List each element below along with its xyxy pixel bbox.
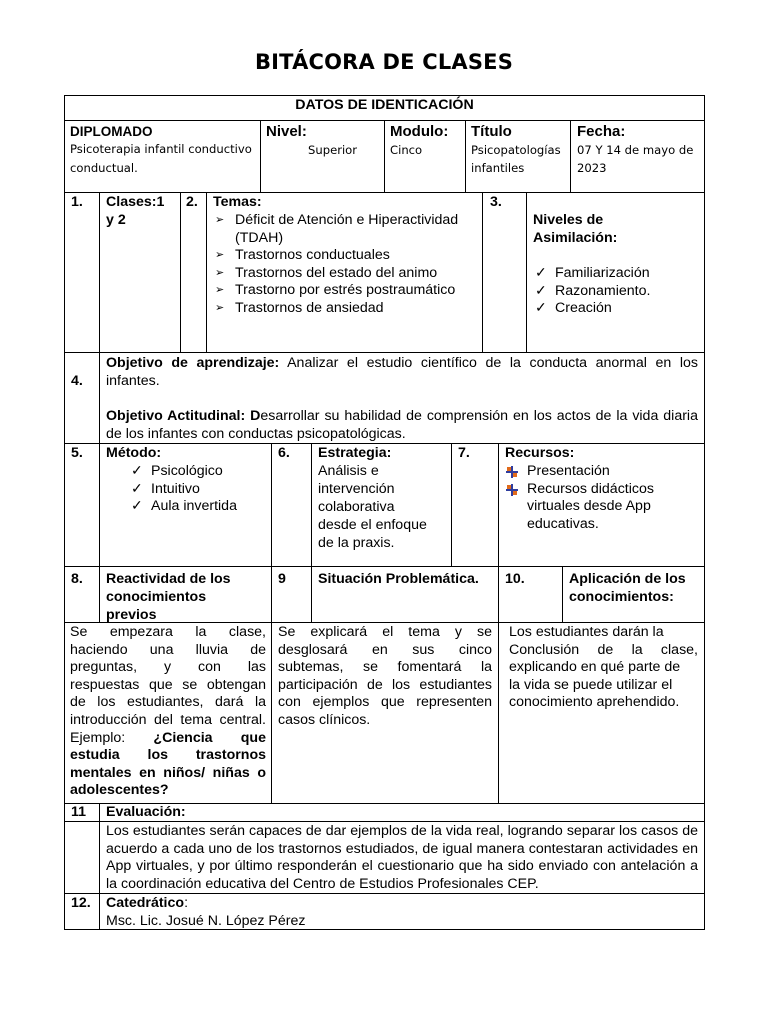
diplomado-label: DIPLOMADO [70, 124, 153, 139]
diplomado-value-line2: conductual. [70, 161, 138, 175]
row-number-11: 11 [71, 804, 86, 820]
reactividad-label-line3: previos [106, 607, 157, 623]
metodo-label: Método: [106, 445, 162, 461]
row-number-6: 6. [278, 445, 290, 461]
fecha-value-line1: 07 Y 14 de mayo de [577, 143, 694, 157]
aplicacion-label-line1: Aplicación de los [569, 571, 686, 587]
row-number-9: 9 [278, 571, 286, 587]
objetivo-actitudinal: Objetivo Actitudinal: Desarrollar su habilidad de comprensión en los actos de la vida diaria de los infantes con conductas psicopatológicas. [106, 408, 698, 442]
list-item-continuation: virtuales desde App [527, 498, 651, 515]
fecha-label: Fecha: [577, 123, 626, 140]
clases-label-line2: y 2 [106, 212, 126, 228]
niveles-list [533, 265, 701, 318]
clases-label-line1: Clases:1 [106, 194, 165, 210]
situacion-content: Se explicará el tema y se desglosará en sus cinco subtemas, se fomentará la participación de los estudiantes con ejemplos que representen casos clínicos. [278, 624, 492, 728]
aplicacion-content: Los estudiantes darán la Conclusión de la clase, explicando en qué parte de la vida se puede utilizar el conocimiento aprehendido. [509, 624, 698, 711]
row-number-12: 12. [71, 895, 91, 911]
temas-label: Temas: [213, 194, 262, 210]
estrategia-line: de la praxis. [318, 535, 395, 551]
arrow-bullet-icon: ➢ [215, 249, 225, 262]
recursos-list [505, 463, 700, 533]
titulo-value-line2: infantiles [471, 161, 525, 175]
arrow-bullet-icon: ➢ [215, 301, 225, 314]
estrategia-line: Análisis e [318, 463, 379, 479]
arrow-bullet-icon: ➢ [215, 284, 225, 297]
list-item: ➢ Déficit de Atención e Hiperactividad [215, 212, 459, 228]
list-item: ➢ Trastornos del estado del animo [215, 264, 438, 281]
catedratico-name: Msc. Lic. Josué N. López Pérez [106, 913, 306, 929]
check-bullet-icon: ✓ [535, 265, 547, 281]
list-item: ✓ Razonamiento. [535, 282, 651, 299]
row-number-5: 5. [71, 445, 83, 461]
modulo-label: Modulo: [390, 123, 449, 140]
list-item: ➢ Trastornos conductuales [215, 247, 390, 264]
list-item-continuation: (TDAH) [235, 229, 284, 246]
check-bullet-icon: ✓ [535, 300, 547, 317]
catedratico-label: Catedrático: [106, 895, 189, 911]
row-number-10: 10. [505, 571, 525, 587]
diplomado-value-line1: Psicoterapia infantil conductivo [70, 142, 252, 156]
titulo-label: Título [471, 123, 512, 140]
list-item: ➢ Trastornos de ansiedad [215, 299, 384, 316]
situacion-label: Situación Problemática. [318, 571, 479, 587]
nivel-value: Superior [308, 143, 358, 157]
row-number-8: 8. [71, 571, 83, 587]
aplicacion-label-line2: conocimientos: [569, 589, 674, 605]
estrategia-label: Estrategia: [318, 445, 392, 461]
nivel-label: Nivel: [266, 123, 307, 140]
list-item-continuation: educativas. [527, 515, 599, 532]
evaluacion-label: Evaluación: [106, 804, 186, 820]
reactividad-label-line2: conocimientos [106, 589, 207, 605]
check-bullet-icon: ✓ [131, 480, 143, 497]
list-item: Recursos didácticos [505, 481, 700, 499]
flag-bullet-icon [506, 466, 518, 478]
list-item: Presentación [505, 463, 700, 481]
evaluacion-text: Los estudiantes serán capaces de dar ejemplos de la vida real, logrando separar los casos de acuerdo a cada uno de los trastornos estudiados, de igual manera contestaran actividades en App virtuales, y por último responderán el cuestionario que ha sido enviado con antelación a la coordinación educativa del Centro de Estudios Profesionales CEP. [106, 823, 698, 892]
list-item: ✓ Aula invertida [131, 498, 237, 515]
row-number-3: 3. [490, 194, 502, 210]
row-number-1: 1. [71, 194, 83, 210]
objetivo-aprendizaje: Objetivo de aprendizaje: Analizar el estudio científico de la conducta anormal en los infantes. [106, 355, 699, 389]
document-title: BITÁCORA DE CLASES [254, 50, 514, 74]
check-bullet-icon: ✓ [535, 282, 547, 299]
estrategia-line: desde el enfoque [318, 517, 427, 533]
niveles-label-line1: Niveles de [533, 212, 604, 228]
niveles-label-line2: Asimilación: [533, 230, 618, 246]
list-item: ➢ Trastorno por estrés postraumático [215, 282, 456, 299]
list-item: ✓ Intuitivo [131, 480, 200, 497]
estrategia-line: colaborativa [318, 499, 395, 515]
row-number-7: 7. [458, 445, 470, 461]
estrategia-line: intervención [318, 481, 395, 497]
row-number-2: 2. [186, 194, 198, 210]
reactividad-content: Se empezara la clase, haciendo una lluvia de preguntas, y con las respuestas que se obtengan de los estudiantes, dará la introducción del tema central. Ejemplo: ¿Ciencia que estudia los trastornos mentales en niños/ niñas o adolescentes? [70, 624, 266, 799]
reactividad-label-line1: Reactividad de los [106, 571, 231, 587]
temas-list [213, 212, 478, 318]
recursos-label: Recursos: [505, 445, 575, 461]
titulo-value-line1: Psicopatologías [471, 143, 561, 157]
list-item: ✓ Familiarización [535, 265, 650, 281]
metodo-list [129, 463, 269, 516]
list-item: ✓ Creación [535, 300, 612, 317]
fecha-value-line2: 2023 [577, 161, 607, 175]
flag-bullet-icon [506, 484, 518, 496]
arrow-bullet-icon: ➢ [215, 266, 225, 279]
row-number-4: 4. [71, 373, 83, 389]
arrow-bullet-icon: ➢ [215, 214, 225, 226]
ejemplo-line: Ejemplo: ¿Ciencia que [70, 729, 266, 746]
check-bullet-icon: ✓ [131, 463, 143, 479]
modulo-value: Cinco [390, 143, 423, 157]
identification-header: DATOS DE IDENTICACIÓN [295, 97, 474, 113]
list-item: ✓ Psicológico [131, 463, 223, 479]
check-bullet-icon: ✓ [131, 498, 143, 515]
